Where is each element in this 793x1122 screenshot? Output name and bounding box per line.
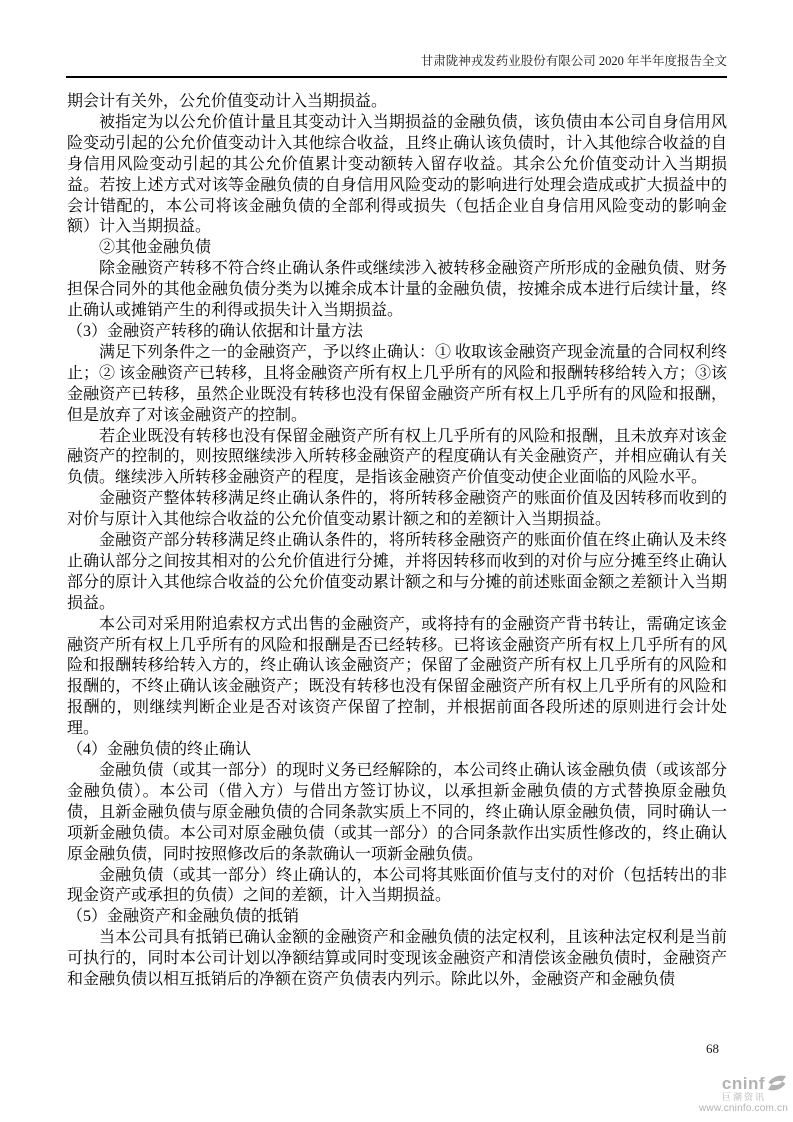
cninfo-subtitle: 巨潮资讯 [721,1092,766,1102]
body-paragraph: 本公司对采用附追索权方式出售的金融资产，或将持有的金融资产背书转让，需确定该金融资产所有权上几乎所有的风险和报酬是否已经转移。已将该金融资产所有权上几乎所有的风险和报酬转移给转入方的，终止确认该金融资产；保留了金融资产所有权上几乎所有的风险和报酬的，不终止确认该金融资产；既没有转移也没有保留金融资产所有权上几乎所有的风险和报酬的，则继续判断企业是否对该资产保留了控制，并根据前面各段所述的原则进行会计处理。 [67,615,727,738]
cninfo-url: www.cninfo.com.cn [699,1103,788,1114]
cninfo-brand-text: cninf [721,1073,765,1093]
body-paragraph: ②其他金融负债 [99,239,212,257]
body-paragraph: 金融资产整体转移满足终止确认条件的，将所转移金融资产的账面价值及因转移而收到的对价与原计入其他综合收益的公允价值变动累计额之和的差额计入当期损益。 [67,490,727,529]
body-paragraph: 金融负债（或其一部分）终止确认的，本公司将其账面价值与支付的对价（包括转出的非现金资产或承担的负债）之间的差额，计入当期损益。 [67,866,727,905]
body-paragraph: 若企业既没有转移也没有保留金融资产所有权上几乎所有的风险和报酬，且未放弃对该金融资产的控制的，则按照继续涉入所转移金融资产的程度确认有关金融资产，并相应确认有关负债。继续涉入所转移金融资产的程度，是指该金融资产价值变动使企业面临的风险水平。 [67,427,727,487]
body-paragraph: 金融负债（或其一部分）的现时义务已经解除的，本公司终止确认该金融负债（或该部分金融负债）。本公司（借入方）与借出方签订协议，以承担新金融负债的方式替换原金融负债，且新金融负债与原金融负债的合同条款实质上不同的，终止确认原金融负债，同时确认一项新金融负债。本公司对原金融负债（或其一部分）的合同条款作出实质性修改的，终止确认原金融负债，同时按照修改后的条款确认一项新金融负债。 [67,762,727,863]
body-paragraph: 金融资产部分转移满足终止确认条件的，将所转移金融资产的账面价值在终止确认及未终止确认部分之间按其相对的公允价值进行分摊，并将因转移而收到的对价与应分摊至终止确认部分的原计入其他综合收益的公允价值变动累计额之和与分摊的前述账面金额之差额计入当期损益。 [67,532,727,612]
page-number: 68 [706,1041,719,1056]
body-paragraph: （5）金融资产和金融负债的抵销 [67,908,300,926]
body-paragraph: （4）金融负债的终止确认 [67,741,252,759]
cninfo-logo-top [676,1074,788,1092]
body-paragraph: 除金融资产转移不符合终止确认条件或继续涉入被转移金融资产所形成的金融负债、财务担保合同外的其他金融负债分类为以摊余成本计量的金融负债，按摊余成本进行后续计量，终止确认或摊销产生的利得或损失计入当期损益。 [67,260,727,320]
header-rule [66,76,727,78]
body-paragraph: 当本公司具有抵销已确认金额的金融资产和金融负债的法定权利，且该种法定权利是当前可执行的，同时本公司计划以净额结算或同时变现该金融资产和清偿该金融负债时，金融资产和金融负债以相互抵销后的净额在资产负债表内列示。除此以外，金融资产和金融负债 [67,929,727,989]
body-paragraph: （3）金融资产转移的确认依据和计量方法 [67,322,364,340]
body-paragraph: 期会计有关外，公允价值变动计入当期损益。 [67,93,388,110]
body-paragraph: 满足下列条件之一的金融资产，予以终止确认：① 收取该金融资产现金流量的合同权利终止；② 该金融资产已转移，且将金融资产所有权上几乎所有的风险和报酬转移给转入方；③该金融资产已转移，虽然企业既没有转移也没有保留金融资产所有权上几乎所有的风险和报酬，但是放弃了对该金融资产的控制。 [67,343,728,424]
cninfo-swirl-icon [766,1074,788,1092]
cninfo-logo [676,1074,788,1114]
page-header-title: 甘肃陇神戎发药业股份有限公司 2020 年半年度报告全文 [420,54,727,68]
document-body [67,92,727,991]
body-paragraph: 被指定为以公允价值计量且其变动计入当期损益的金融负债，该负债由本公司自身信用风险变动引起的公允价值变动计入其他综合收益，且终止确认该负债时，计入其他综合收益的自身信用风险变动引起的其公允价值累计变动额转入留存收益。其余公允价值变动计入当期损益。若按上述方式对该等金融负债的自身信用风险变动的影响进行处理会造成或扩大损益中的会计错配的，本公司将该金融负债的全部利得或损失（包括企业自身信用风险变动的影响金额）计入当期损益。 [67,113,727,236]
